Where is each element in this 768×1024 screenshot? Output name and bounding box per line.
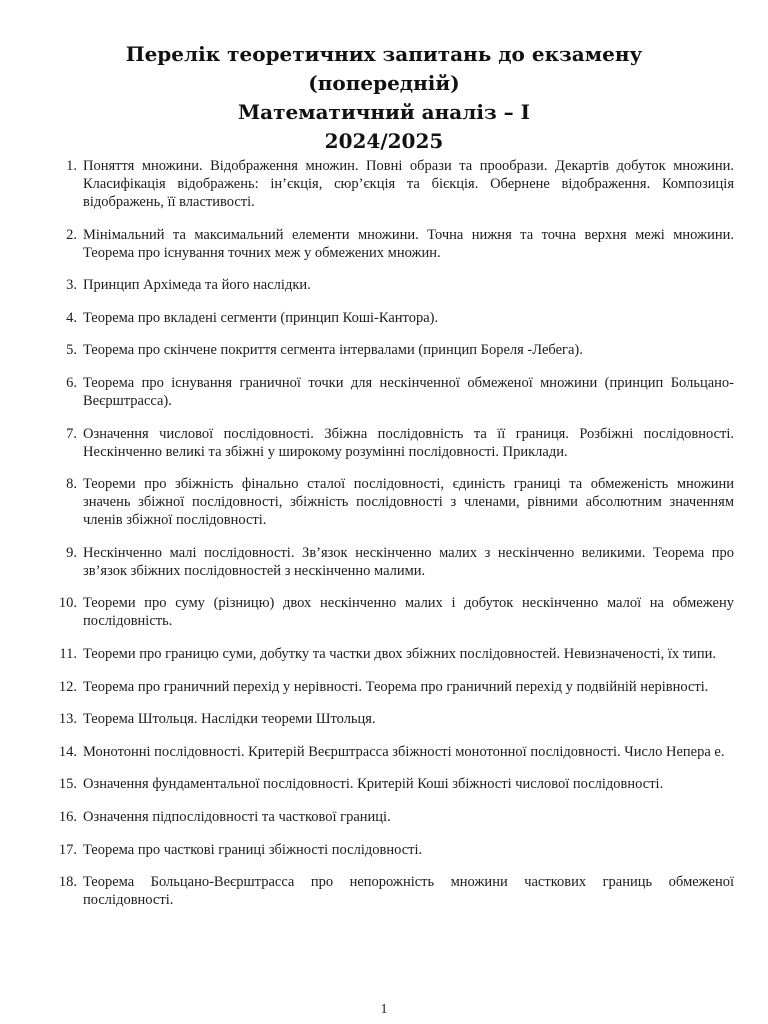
question-text: Монотонні послідовності. Критерій Веєрштрасса збіжності монотонної послідовності. Число Непера e. [83, 743, 725, 760]
question-item [54, 475, 734, 529]
title-line-4: 2024/2025 [324, 129, 444, 153]
question-item [54, 374, 734, 410]
question-item [54, 808, 734, 826]
question-number: 18. [58, 874, 77, 891]
question-number: 12. [58, 678, 77, 695]
question-text: Нескінченно малі послідовності. Зв’язок нескінченно малих з нескінченно великими. Теорема про зв’язок збіжних послідовностей з нескінченно малими. [83, 544, 734, 579]
question-number: 14. [58, 743, 77, 760]
page-number: 1 [380, 1002, 388, 1017]
question-number: 16. [58, 808, 77, 825]
question-text: Теореми про суму (різницю) двох нескінченно малих і добуток нескінченно малої на обмежену послідовність. [83, 595, 734, 630]
question-text: Поняття множини. Відображення множин. Повні образи та прообрази. Декартів добуток множини. Класифікація відображень: ін’єкція, сюр’єкція та бієкція. Обернене відображення. Композиція відображень, її властивості. [83, 158, 734, 210]
title-line-3: Математичний аналіз – I [238, 100, 530, 124]
question-item [54, 157, 734, 211]
question-number: 10. [58, 595, 77, 612]
question-number: 1. [66, 158, 77, 174]
question-item [54, 710, 734, 728]
question-text: Означення числової послідовності. Збіжна послідовність та її границя. Розбіжні послідовності. Нескінченно великі та збіжні у широкому розумінні послідовності. Приклади. [83, 425, 734, 460]
question-item [54, 841, 734, 859]
question-number: 11. [59, 645, 77, 662]
title-line-1: Перелік теоретичних запитань до екзамену [125, 42, 643, 66]
title-line-2: (попередній) [308, 71, 460, 95]
question-item [54, 594, 734, 630]
question-text: Мінімальний та максимальний елементи множини. Точна нижня та точна верхня межі множини. Теорема про існування точних меж у обмежених множин. [83, 226, 734, 261]
question-item [54, 276, 734, 294]
question-item [54, 544, 734, 580]
question-number: 4. [66, 309, 77, 326]
question-text: Теореми про границю суми, добутку та частки двох збіжних послідовностей. Невизначеності, їх типи. [83, 645, 716, 662]
question-text: Принцип Архімеда та його наслідки. [83, 277, 311, 294]
question-item [54, 425, 734, 461]
question-number: 6. [66, 374, 77, 391]
question-number: 8. [66, 476, 77, 493]
question-text: Теорема про скінчене покриття сегмента інтервалами (принцип Бореля -Лебега). [83, 342, 583, 359]
question-text: Теорема Больцано-Веєрштрасса про непорожність множини часткових границь обмеженої послідовності. [83, 874, 734, 909]
question-text: Означення фундаментальної послідовності. Критерій Коші збіжності числової послідовності. [83, 776, 664, 793]
question-item [54, 743, 734, 761]
question-text: Теорема про вкладені сегменти (принцип Коші-Кантора). [83, 309, 439, 326]
question-number: 17. [58, 841, 77, 858]
question-text: Означення підпослідовності та часткової границі. [83, 808, 391, 825]
question-text: Теорема про граничний перехід у нерівності. Теорема про граничний перехід у подвійній нерівності. [83, 678, 709, 695]
document-title [0, 40, 768, 156]
question-item [54, 309, 734, 327]
question-number: 9. [66, 544, 77, 561]
question-number: 5. [66, 342, 77, 359]
question-item [54, 775, 734, 793]
question-item [54, 678, 734, 696]
questions-list [54, 157, 734, 924]
question-text: Теорема про існування граничної точки для нескінченної обмеженої множини (принцип Больцано-Веєрштрасса). [83, 374, 734, 409]
question-number: 13. [58, 711, 77, 728]
question-item [54, 226, 734, 262]
question-number: 15. [58, 776, 77, 793]
question-item [54, 873, 734, 909]
question-item [54, 645, 734, 663]
question-number: 2. [66, 226, 77, 243]
question-text: Теореми про збіжність фінально сталої послідовності, єдиність границі та обмеженість множини значень збіжної послідовності, збіжність послідовності з членами, рівними абсолютним значенням членів збіжної послідовності. [83, 476, 734, 529]
question-number: 3. [66, 277, 77, 294]
question-number: 7. [66, 425, 77, 442]
question-item [54, 341, 734, 359]
question-text: Теорема Штольця. Наслідки теореми Штольця. [83, 711, 376, 728]
question-text: Теорема про часткові границі збіжності послідовності. [83, 841, 423, 858]
